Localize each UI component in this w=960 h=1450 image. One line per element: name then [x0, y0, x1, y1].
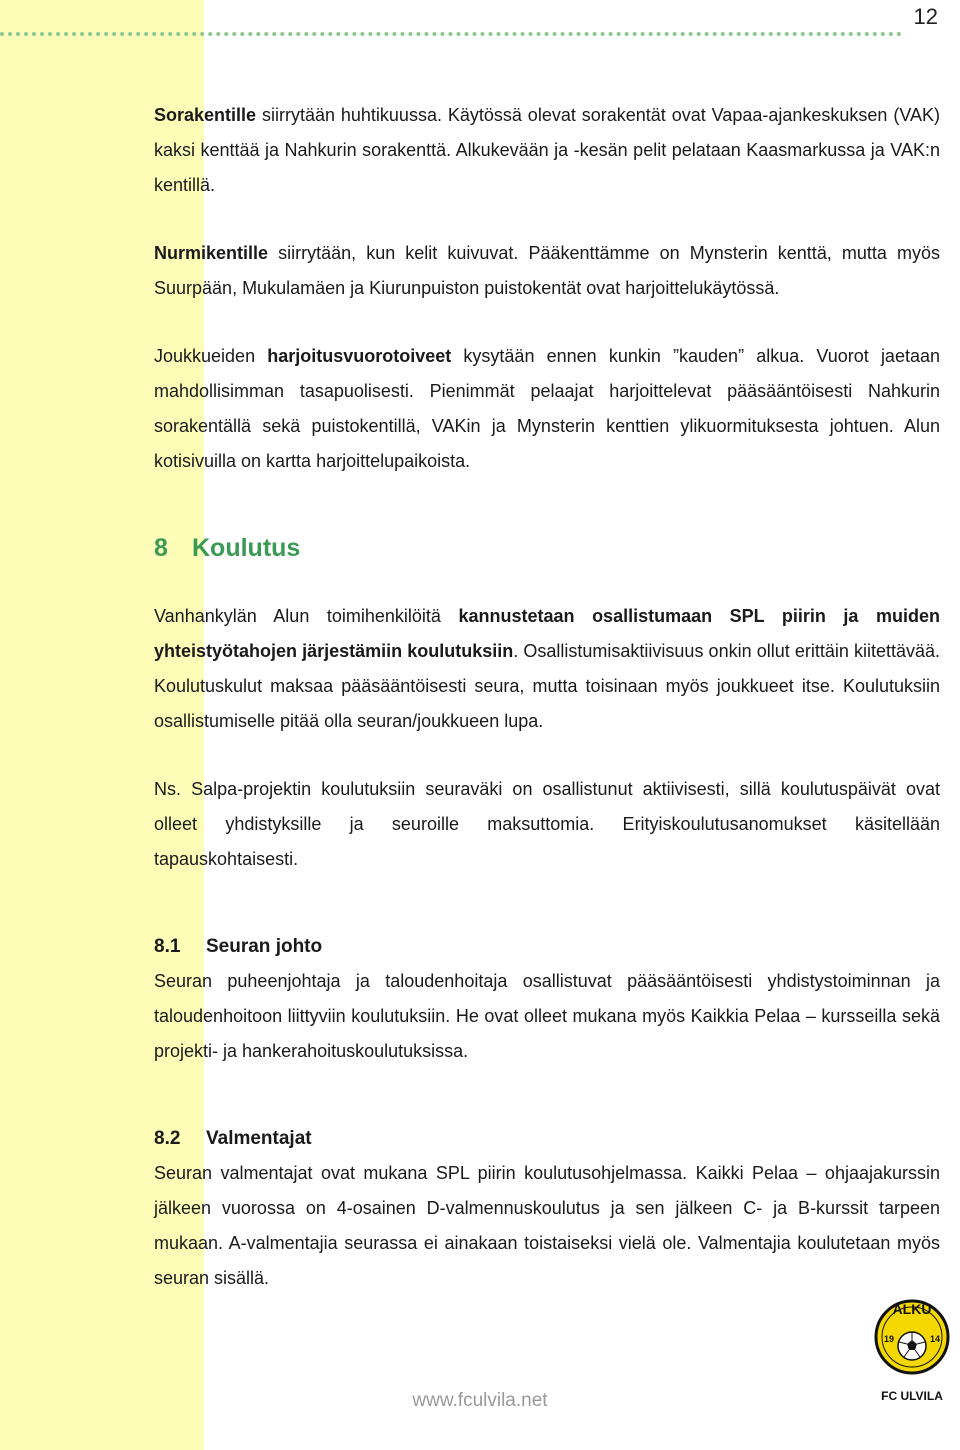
subsection-heading-seuran-johto: 8.1 Seuran johto [154, 936, 323, 957]
footer-url: www.fculvila.net [412, 1390, 548, 1411]
logo-bottom-text: FC ULVILA [881, 1389, 943, 1403]
subsection-heading-valmentajat: 8.2 Valmentajat [154, 1128, 312, 1149]
paragraph-nurmikentille: Nurmikentille siirrytään, kun kelit kuivuvat. Pääkenttämme on Mynsterin kenttä, mutta myös Suurpään, Mukulamäen ja Kiurunpuiston puistokentät ovat harjoittelukäytössä. [154, 243, 940, 298]
logo-top-text: ALKU [892, 1301, 932, 1317]
paragraph-sorakentille: Sorakentille siirrytään huhtikuussa. Käytössä olevat sorakentät ovat Vapaa-ajankeskuksen (VAK) kaksi kenttää ja Nahkurin sorakenttä. Alkukevään ja -kesän pelit pelataan Kaasmarkussa ja VAK:n kentillä. [154, 105, 940, 195]
section-heading-koulutus: 8 Koulutus [154, 534, 301, 562]
logo-year-left: 19 [883, 1334, 895, 1344]
header-dotted-rule [0, 32, 902, 36]
page-number: 12 [913, 4, 938, 29]
paragraph-valmentajat: Seuran valmentajat ovat mukana SPL piirin koulutusohjelmassa. Kaikki Pelaa – ohjaajakurssin jälkeen vuorossa on 4-osainen D-valmennuskoulutus ja sen jälkeen C- ja B-kurssit tarpeen mukaan. A-valmentajia seurassa ei ainakaan toistaiseksi vielä ole. Valmentajia koulutetaan myös seuran sisällä. [154, 1163, 940, 1288]
paragraph-salpa: Ns. Salpa-projektin koulutuksiin seuraväki on osallistunut aktiivisesti, sillä koulutuspäivät ovat olleet yhdistyksille ja seuroille maksuttomia. Erityiskoulutusanomukset käsitellään tapauskohtaisesti. [154, 779, 940, 869]
paragraph-harjoitusvuorot: Joukkueiden harjoitusvuorotoiveet kysytään ennen kunkin ”kauden” alkua. Vuorot jaetaan mahdollisimman tasapuolisesti. Pienimmät pelaajat harjoittelevat pääsääntöisesti Nahkurin sorakentällä sekä puistokentillä, VAKin ja Mynsterin kenttien ylikuormituksesta johtuen. Alun kotisivuilla on kartta harjoittelupaikoista. [154, 346, 940, 471]
logo-year-right: 14 [929, 1334, 941, 1344]
paragraph-toimihenkilot: Vanhankylän Alun toimihenkilöitä kannustetaan osallistumaan SPL piirin ja muiden yhteistyötahojen järjestämiin koulutuksiin. Osallistumisaktiivisuus onkin ollut erittäin kiitettävää. Koulutuskulut maksaa pääsääntöisesti seura, mutta toisinaan myös joukkueet itse. Koulutuksiin osallistumiselle pitää olla seuran/joukkueen lupa. [154, 606, 940, 731]
paragraph-seuran-johto: Seuran puheenjohtaja ja taloudenhoitaja osallistuvat pääsääntöisesti yhdistystoiminnan ja taloudenhoitoon liittyviin koulutuksiin. He ovat olleet mukana myös Kaikkia Pelaa – kursseilla sekä projekti- ja hankerahoituskoulutuksissa. [154, 971, 940, 1061]
soccer-ball-icon [898, 1332, 926, 1360]
page-content [154, 98, 940, 1296]
